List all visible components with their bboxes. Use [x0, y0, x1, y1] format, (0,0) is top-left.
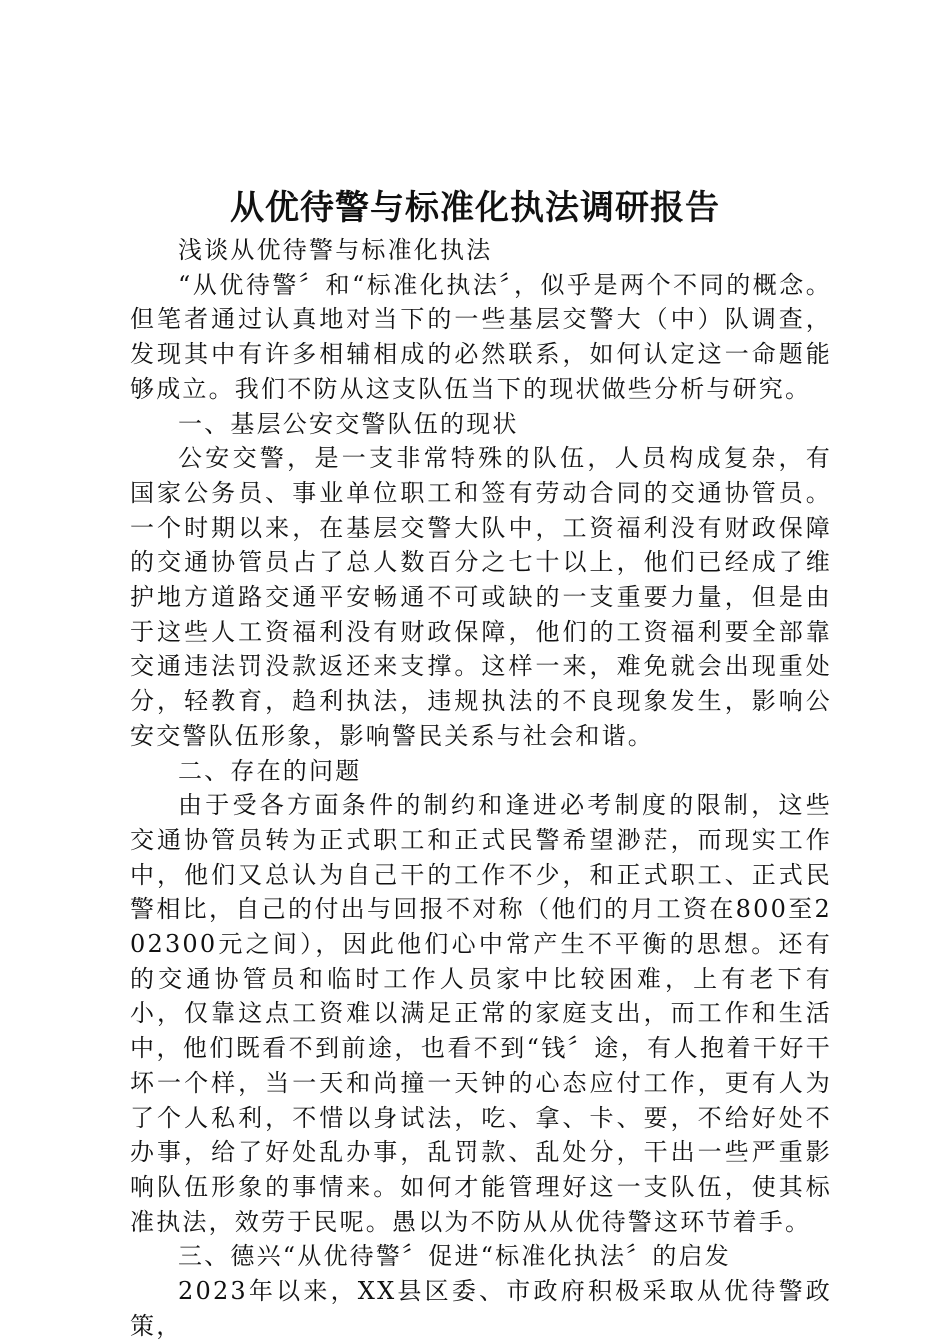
section-heading-1: 一、基层公安交警队伍的现状: [178, 409, 519, 438]
section-heading-2: 二、存在的问题: [178, 756, 362, 785]
section-2-paragraph: 由于受各方面条件的制约和逢进必考制度的限制，这些交通协管员转为正式职工和正式民警希望渺茫，而现实工作中，他们又总认为自己干的工作不少，和正式职工、正式民警相比，自己的付出与回报不对称（他们的月工资在800至202300元之间），因此他们心中常产生不平衡的思想。还有的交通协管员和临时工作人员家中比较困难，上有老下有小，仅靠这点工资难以满足正常的家庭支出，而工作和生活中，他们既看不到前途，也看不到“钱〞途，有人抱着干好干坏一个样，当一天和尚撞一天钟的心态应付工作，更有人为了个人私利，不惜以身试法，吃、拿、卡、要，不给好处不办事，给了好处乱办事，乱罚款、乱处分，干出一些严重影响队伍形象的事情来。如何才能管理好这一支队伍，使其标准执法，效劳于民呢。愚以为不防从从优待警这环节着手。: [130, 791, 832, 1236]
document-body: [130, 233, 832, 1344]
section-3-paragraph: 2023年以来，XX县区委、市政府积极采取从优待警政策，: [130, 1277, 832, 1340]
section-heading-3: 三、德兴“从优待警〞促进“标准化执法〞的启发: [178, 1242, 731, 1271]
section-1-paragraph: 公安交警，是一支非常特殊的队伍，人员构成复杂，有国家公务员、事业单位职工和签有劳动合同的交通协管员。一个时期以来，在基层交警大队中，工资福利没有财政保障的交通协管员占了总人数百分之七十以上，他们已经成了维护地方道路交通平安畅通不可或缺的一支重要力量，但是由于这些人工资福利没有财政保障，他们的工资福利要全部靠交通违法罚没款返还来支撑。这样一来，难免就会出现重处分，轻教育，趋利执法，违规执法的不良现象发生，影响公安交警队伍形象，影响警民关系与社会和谐。: [130, 444, 832, 750]
document-title: 从优待警与标准化执法调研报告: [230, 188, 720, 228]
subtitle-paragraph: 浅谈从优待警与标准化执法: [178, 236, 493, 264]
intro-paragraph: “从优待警〞和“标准化执法〞，似乎是两个不同的概念。但笔者通过认真地对当下的一些基层交警大（中）队调查，发现其中有许多相辅相成的必然联系，如何认定这一命题能够成立。我们不防从这支队伍当下的现状做些分析与研究。: [130, 270, 832, 403]
